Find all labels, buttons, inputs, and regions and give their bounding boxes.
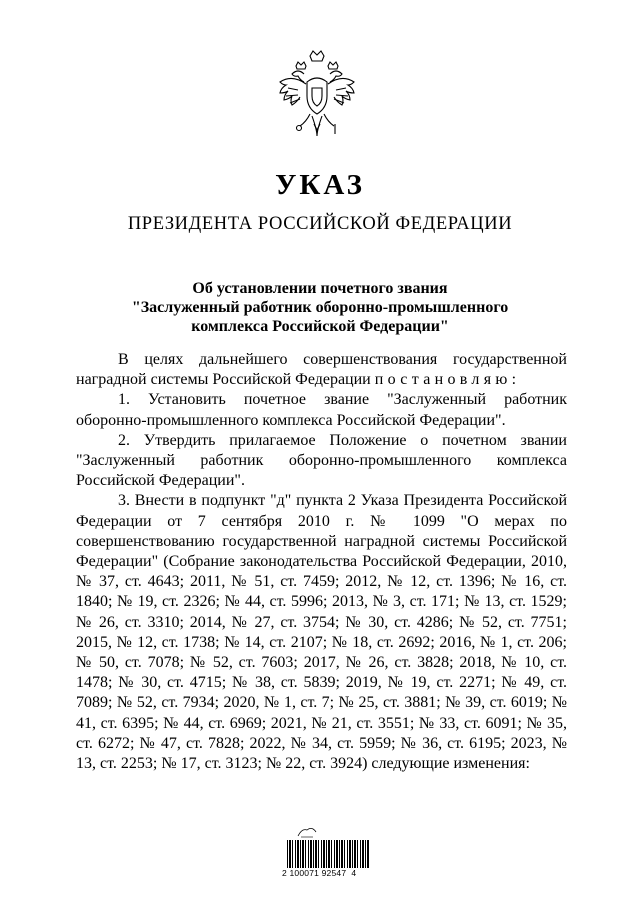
document-body	[76, 350, 567, 774]
paragraph-3: 3. Внести в подпункт "д" пункта 2 Указа Президента Российской Федерации от 7 сентября 2010 г. № 1099 "О мерах по совершенствованию государственной наградной системы Российской Федерации" (Собрание законодательства Российской Федерации, 2010, № 37, ст. 4643; 2011, № 51, ст. 7459; 2012, № 12, ст. 1396; № 16, ст. 1840; № 19, ст. 2326; № 44, ст. 5996; 2013, № 3, ст. 171; № 13, ст. 1529; № 26, ст. 3310; 2014, № 27, ст. 3754; № 30, ст. 4286; № 52, ст. 7751; 2015, № 12, ст. 1738; № 14, ст. 2107; № 18, ст. 2692; 2016, № 1, ст. 206; № 50, ст. 7078; № 52, ст. 7603; 2017, № 26, ст. 3828; 2018, № 10, ст. 1478; № 30, ст. 4715; № 38, ст. 5839; 2019, № 19, ст. 2271; № 49, ст. 7089; № 52, ст. 7934; 2020, № 1, ст. 7; № 25, ст. 3881; № 39, ст. 6019; № 41, ст. 6395; № 44, ст. 6969; 2021, № 21, ст. 3551; № 33, ст. 6091; № 35, ст. 6272; № 47, ст. 7828; 2022, № 34, ст. 5959; № 36, ст. 6195; 2023, № 13, ст. 2253; № 17, ст. 3123; № 22, ст. 3924) следующие изменения:	[76, 492, 567, 773]
document-authority: ПРЕЗИДЕНТА РОССИЙСКОЙ ФЕДЕРАЦИИ	[127, 214, 513, 234]
printer-mark-icon	[296, 826, 318, 838]
preamble-verb: постановляю:	[374, 371, 521, 389]
barcode	[287, 840, 369, 868]
heading-line-3: комплекса Российской Федерации"	[191, 318, 449, 335]
document-type: УКАЗ	[275, 169, 365, 201]
heading-line-2: "Заслуженный работник оборонно-промышленного	[131, 299, 509, 316]
paragraph-2: 2. Утвердить прилагаемое Положение о почетном звании "Заслуженный работник оборонно-промышленного комплекса Российской Федерации".	[76, 431, 567, 490]
coat-of-arms-icon	[274, 48, 360, 144]
paragraph-1: 1. Установить почетное звание "Заслуженный работник оборонно-промышленного комплекса Российской Федерации".	[76, 391, 567, 429]
paragraph-preamble	[76, 350, 567, 390]
preamble-text: В целях дальнейшего совершенствования государственной наградной системы Российской Федерации	[76, 351, 567, 389]
heading-line-1: Об установлении почетного звания	[192, 280, 448, 297]
document-heading	[0, 279, 640, 336]
barcode-number: 2 100071 92547 4	[282, 868, 357, 878]
